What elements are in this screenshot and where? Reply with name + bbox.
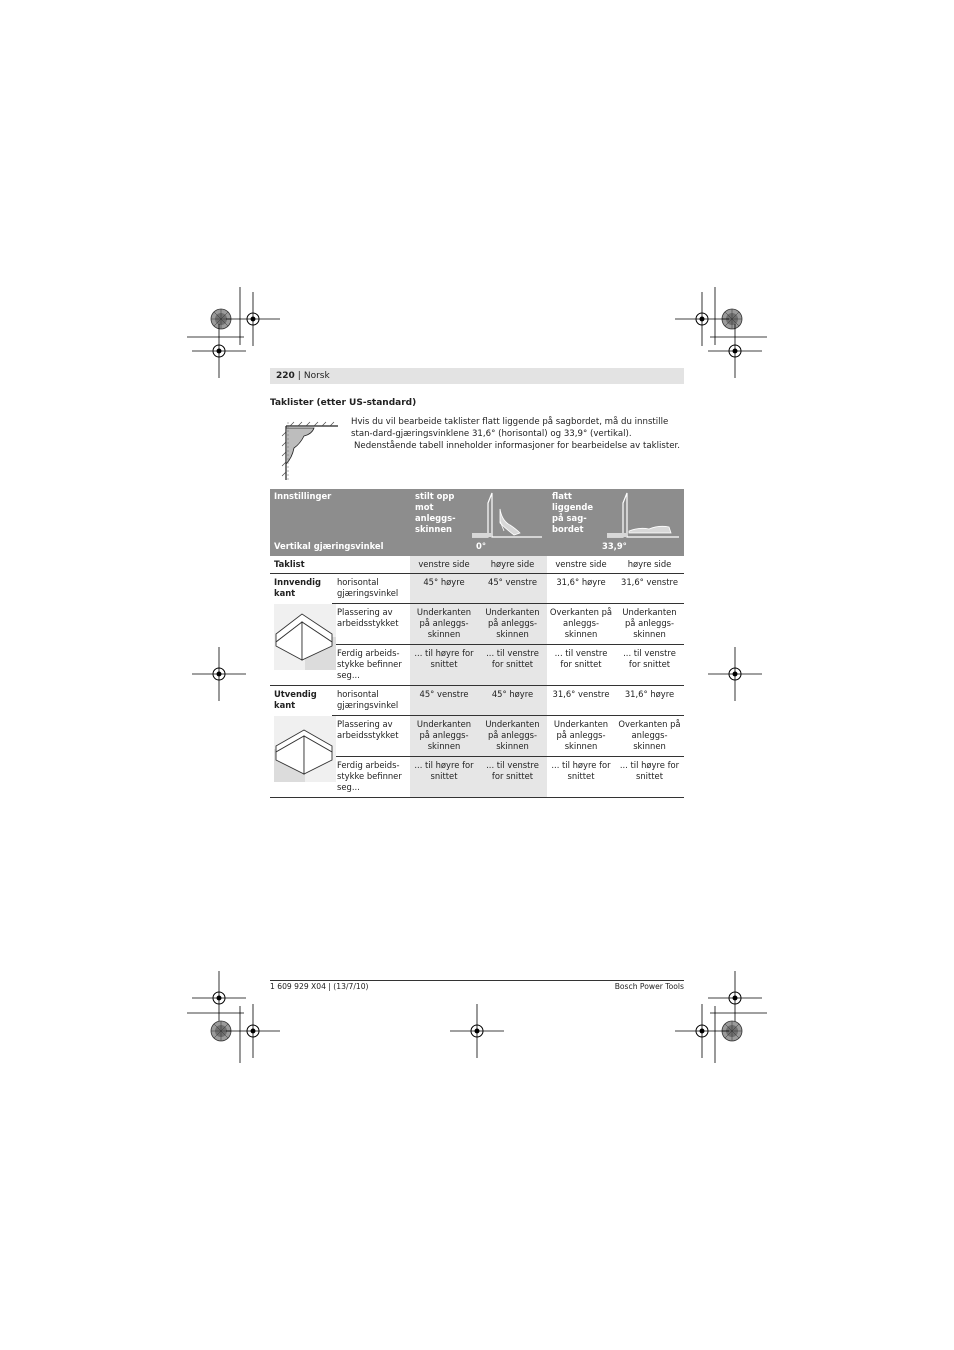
cell-value: 31,6° venstre [547, 686, 615, 716]
page-number: 220 [276, 371, 295, 381]
subheader-left-2: venstre side [547, 556, 615, 574]
cell-value: 45° høyre [410, 574, 478, 604]
cell-value: Underkanten på anleggs-skinnen [478, 604, 547, 645]
section-title: Taklister (etter US-standard) [270, 398, 417, 408]
cell-value: 31,6° høyre [615, 686, 684, 716]
intro-paragraph-1: Hvis du vil bearbeide taklister flatt liggende på sagbordet, må du innstille stan-dard-gjæringsvinklene 31,6° (horisontal) og 33,9° (vertikal). [351, 417, 669, 439]
subheader-left: venstre side [410, 556, 478, 574]
row-desc: Plassering av arbeidsstykket [332, 604, 410, 645]
cell-value: Underkanten på anleggs-skinnen [547, 716, 615, 757]
table-header-row [270, 489, 684, 556]
cell-value: Underkanten på anleggs-skinnen [410, 716, 478, 757]
header-col-a-text: stilt opp mot anleggs-skinnen [415, 491, 456, 534]
table-row [270, 574, 684, 604]
group-label: Utvendig kant [274, 689, 317, 710]
page-header [270, 368, 684, 384]
cell-value: 31,6° venstre [615, 574, 684, 604]
cell-value: ... til høyre for snittet [410, 645, 478, 686]
cell-value: ... til venstre for snittet [615, 645, 684, 686]
cell-value: Overkanten på anleggs-skinnen [615, 716, 684, 757]
header-language: Norsk [303, 371, 330, 381]
row-desc: Ferdig arbeids-stykke befinner seg... [332, 645, 410, 686]
header-separator: | [297, 371, 301, 381]
row-desc: Plassering av arbeidsstykket [332, 716, 410, 757]
group-outer-corner [270, 686, 332, 798]
cell-value: ... til venstre for snittet [478, 645, 547, 686]
row-desc: Ferdig arbeids-stykke befinner seg... [332, 757, 410, 798]
cell-value: Underkanten på anleggs-skinnen [410, 604, 478, 645]
subheader-right: høyre side [478, 556, 547, 574]
group-inner-corner [270, 574, 332, 686]
cell-value: ... til høyre for snittet [615, 757, 684, 798]
cell-value: 45° høyre [478, 686, 547, 716]
cell-value: ... til venstre for snittet [547, 645, 615, 686]
subheader-taklist: Taklist [270, 556, 410, 574]
crown-molding-illustration [270, 418, 340, 484]
header-settings: Innstillinger [274, 491, 332, 501]
footer-rule [270, 980, 684, 981]
header-vertical-angle: Vertikal gjæringsvinkel [274, 541, 384, 551]
inside-corner-icon [274, 604, 336, 670]
intro-paragraph-2: Nedenstående tabell inneholder informasjoner for bearbeidelse av taklister. [354, 441, 680, 451]
footer-brand: Bosch Power Tools [614, 982, 684, 991]
cell-value: Overkanten på anleggs-skinnen [547, 604, 615, 645]
outside-corner-icon [274, 716, 336, 782]
molding-settings-table [270, 489, 684, 798]
row-desc: horisontal gjæringsvinkel [332, 686, 410, 716]
header-col-a-angle: 0° [476, 541, 487, 551]
cell-value: Underkanten på anleggs-skinnen [615, 604, 684, 645]
subheader-right-2: høyre side [615, 556, 684, 574]
cell-value: Underkanten på anleggs-skinnen [478, 716, 547, 757]
cell-value: 45° venstre [410, 686, 478, 716]
cell-value: 45° venstre [478, 574, 547, 604]
cell-value: ... til høyre for snittet [547, 757, 615, 798]
intro-text [351, 416, 687, 452]
table-subheader-row [270, 556, 684, 574]
molding-flat-icon [605, 491, 683, 541]
table-row [270, 686, 684, 716]
group-label: Innvendig kant [274, 577, 322, 598]
header-col-b-angle: 33,9° [602, 541, 627, 551]
footer-doc-number: 1 609 929 X04 | (13/7/10) [270, 982, 369, 991]
row-desc: horisontal gjæringsvinkel [332, 574, 410, 604]
cell-value: ... til venstre for snittet [478, 757, 547, 798]
molding-upright-icon [470, 491, 546, 541]
header-col-b-text: flatt liggende på sag-bordet [552, 491, 594, 534]
cell-value: 31,6° høyre [547, 574, 615, 604]
cell-value: ... til høyre for snittet [410, 757, 478, 798]
